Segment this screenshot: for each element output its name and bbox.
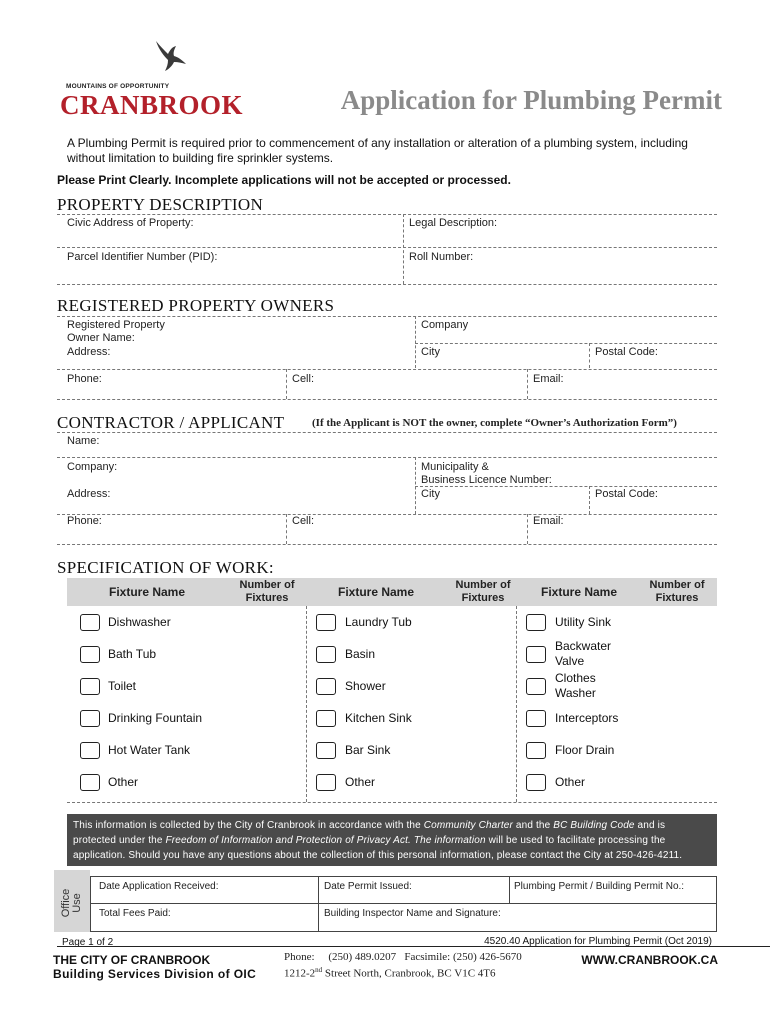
fixture-count-field[interactable] — [640, 612, 712, 632]
contractor-city-label: City — [421, 488, 440, 500]
fixture-label: Bar Sink — [345, 743, 391, 757]
fixture-label: Laundry Tub — [345, 615, 412, 629]
print-notice: Please Print Clearly. Incomplete applications will not be accepted or processed. — [57, 173, 511, 187]
fixture-label: Hot Water Tank — [108, 743, 191, 757]
fixture-label: Other — [345, 775, 376, 789]
fixture-count-field[interactable] — [446, 772, 512, 792]
fixture-name-header-3: Fixture Name — [540, 585, 618, 599]
fixture-name-header-2: Fixture Name — [337, 585, 415, 599]
fixture-count-field[interactable] — [640, 676, 712, 696]
fixture-count-field[interactable] — [640, 772, 712, 792]
contractor-name-label: Name: — [67, 435, 100, 447]
fixture-count-field[interactable] — [230, 612, 300, 632]
fixture-count-field[interactable] — [640, 708, 712, 728]
fixture-checkbox[interactable] — [526, 678, 546, 695]
owner-address-field[interactable] — [67, 358, 407, 368]
fixture-checkbox[interactable] — [526, 742, 546, 759]
form-id: 4520.40 Application for Plumbing Permit (Oct 2019) — [484, 936, 712, 947]
fixture-label: Clothes Washer — [555, 671, 596, 700]
civic-address-label: Civic Address of Property: — [67, 217, 194, 229]
fixture-checkbox[interactable] — [526, 614, 546, 631]
legal-description-field[interactable] — [409, 230, 714, 245]
business-licence-field[interactable] — [560, 474, 710, 486]
fixture-count-field[interactable] — [640, 644, 712, 664]
business-licence-label: Municipality & Business Licence Number: — [421, 461, 552, 486]
contractor-cell-field[interactable] — [292, 529, 520, 543]
date-received-label: Date Application Received: — [99, 881, 219, 892]
office-use-tab — [54, 870, 90, 932]
contractor-email-label: Email: — [533, 515, 564, 527]
contractor-company-label: Company: — [67, 461, 118, 473]
permit-number-label: Plumbing Permit / Building Permit No.: — [514, 881, 685, 892]
footer-org-name: THE CITY OF CRANBROOK — [53, 953, 211, 967]
intro-text: A Plumbing Permit is required prior to commencement of any installation or alteration of a plumbing system, including without limitation to building fire sprinkler systems. — [67, 136, 688, 165]
fixture-checkbox[interactable] — [80, 646, 100, 663]
fixture-name-header-1: Fixture Name — [108, 585, 186, 599]
contractor-phone-label: Phone: — [67, 515, 102, 527]
fixture-count-field[interactable] — [230, 644, 300, 664]
roll-number-label: Roll Number: — [409, 251, 474, 263]
contractor-company-field[interactable] — [125, 461, 410, 483]
owner-phone-field[interactable] — [67, 386, 279, 398]
fixture-label: Utility Sink — [555, 615, 612, 629]
fixture-count-field[interactable] — [230, 676, 300, 696]
fixture-count-field[interactable] — [446, 644, 512, 664]
fixture-count-field[interactable] — [446, 708, 512, 728]
fixture-checkbox[interactable] — [316, 774, 336, 791]
owner-name-field[interactable] — [140, 330, 410, 344]
fixture-checkbox[interactable] — [80, 774, 100, 791]
contractor-address-field[interactable] — [67, 501, 407, 513]
pid-field[interactable] — [67, 265, 397, 281]
owner-name-label: Registered Property Owner Name: — [67, 319, 165, 344]
fixture-count-field[interactable] — [446, 740, 512, 760]
footer-address: 1212-2nd Street North, Cranbrook, BC V1C 4T6 — [284, 966, 496, 980]
fixture-table-header — [67, 578, 717, 606]
fixture-label: Floor Drain — [555, 743, 615, 757]
fixture-count-field[interactable] — [640, 740, 712, 760]
fixture-checkbox[interactable] — [526, 774, 546, 791]
pid-label: Parcel Identifier Number (PID): — [67, 251, 218, 263]
fixture-checkbox[interactable] — [316, 710, 336, 727]
footer-website[interactable]: WWW.CRANBROOK.CA — [581, 953, 718, 967]
fixture-checkbox[interactable] — [80, 678, 100, 695]
owner-address-label: Address: — [67, 346, 111, 358]
fixture-checkbox[interactable] — [316, 678, 336, 695]
count-header-1: Number of Fixtures — [239, 579, 295, 604]
bird-icon — [150, 38, 190, 74]
fixture-count-field[interactable] — [230, 740, 300, 760]
fixture-label: Dishwasher — [108, 615, 171, 629]
fixture-checkbox[interactable] — [316, 646, 336, 663]
fixture-checkbox[interactable] — [80, 614, 100, 631]
form-title: Application for Plumbing Permit — [340, 85, 722, 115]
fixture-label: Basin — [345, 647, 376, 661]
office-use-label: Office Use — [60, 888, 83, 918]
fixture-label: Interceptors — [555, 711, 619, 725]
property-section-title: PROPERTY DESCRIPTION — [57, 195, 264, 214]
contractor-postal-label: Postal Code: — [595, 488, 658, 500]
fixture-count-field[interactable] — [446, 612, 512, 632]
footer-division: Building Services Division of OIC — [53, 967, 257, 981]
fixture-label: Backwater Valve — [555, 639, 612, 668]
fixture-label: Shower — [345, 679, 386, 693]
legal-description-label: Legal Description: — [409, 217, 498, 229]
fixture-checkbox[interactable] — [526, 710, 546, 727]
fixture-label: Kitchen Sink — [345, 711, 412, 725]
owner-city-label: City — [421, 346, 440, 358]
inspector-signature-label: Building Inspector Name and Signature: — [324, 908, 501, 919]
contractor-section-title: CONTRACTOR / APPLICANT — [57, 413, 285, 432]
contractor-address-label: Address: — [67, 488, 111, 500]
count-header-2: Number of Fixtures — [455, 579, 511, 604]
civic-address-field[interactable] — [67, 230, 397, 245]
owner-cell-label: Cell: — [292, 373, 315, 385]
page-number: Page 1 of 2 — [62, 937, 114, 948]
privacy-notice: This information is collected by the City of Cranbrook in accordance with the Community Charter and the BC Building Code and is protected under the Freedom of Information and Protection of Privacy Act. The information will be used to facilitate processing the application. Should you have any questions about the collection of this personal information, please contact the City at 250-426-4211. — [67, 814, 717, 866]
contractor-city-field[interactable] — [421, 501, 581, 513]
fixture-count-field[interactable] — [230, 708, 300, 728]
fixture-count-field[interactable] — [446, 676, 512, 696]
owner-phone-label: Phone: — [67, 373, 102, 385]
owner-email-label: Email: — [533, 373, 564, 385]
fixture-checkbox[interactable] — [80, 742, 100, 759]
fixture-label: Other — [555, 775, 586, 789]
fixture-label: Other — [108, 775, 139, 789]
fixture-checkbox[interactable] — [316, 614, 336, 631]
fixture-checkbox[interactable] — [526, 646, 546, 663]
city-logo — [60, 38, 244, 120]
date-issued-label: Date Permit Issued: — [324, 881, 412, 892]
roll-number-field[interactable] — [409, 265, 714, 281]
owner-email-field[interactable] — [533, 386, 713, 398]
contractor-email-field[interactable] — [533, 529, 713, 543]
owner-company-label: Company — [421, 319, 469, 331]
contractor-phone-field[interactable] — [67, 529, 279, 543]
owner-postal-field[interactable] — [595, 358, 710, 368]
fixture-label: Toilet — [108, 679, 137, 693]
contractor-name-field[interactable] — [110, 435, 710, 453]
fixture-label: Drinking Fountain — [108, 711, 203, 725]
fixture-checkbox[interactable] — [316, 742, 336, 759]
owners-section-title: REGISTERED PROPERTY OWNERS — [57, 296, 335, 315]
footer-contact: Phone: (250) 489.0207 Facsimile: (250) 426-5670 — [284, 951, 522, 963]
logo-name: CRANBROOK — [60, 90, 244, 120]
owner-cell-field[interactable] — [292, 386, 520, 398]
owner-postal-label: Postal Code: — [595, 346, 658, 358]
total-fees-label: Total Fees Paid: — [99, 908, 171, 919]
count-header-3: Number of Fixtures — [649, 579, 705, 604]
fixture-label: Bath Tub — [108, 647, 157, 661]
fixture-count-field[interactable] — [230, 772, 300, 792]
spec-section-title: SPECIFICATION OF WORK: — [57, 558, 274, 577]
contractor-postal-field[interactable] — [595, 501, 710, 513]
fixture-checkbox[interactable] — [80, 710, 100, 727]
logo-tagline: MOUNTAINS OF OPPORTUNITY — [66, 83, 170, 90]
owner-city-field[interactable] — [421, 358, 581, 368]
contractor-note: (If the Applicant is NOT the owner, complete “Owner’s Authorization Form”) — [312, 417, 677, 429]
contractor-cell-label: Cell: — [292, 515, 315, 527]
